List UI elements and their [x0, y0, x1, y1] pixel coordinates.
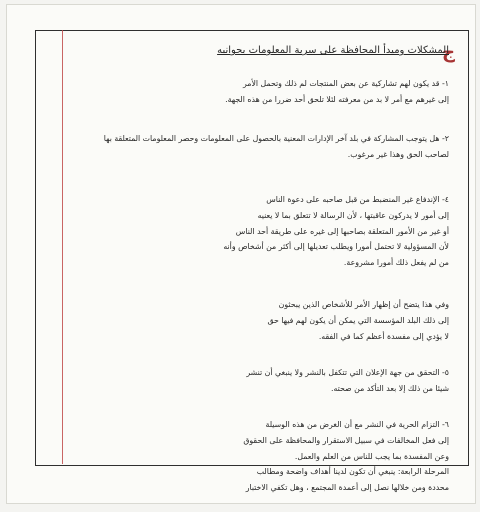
margin-rule — [62, 30, 63, 464]
paragraph-line: إلى فعل المخالفات في سبيل الاستقرار والمحافظة على الحقوق — [243, 435, 449, 445]
paragraph-line: لأن المسؤولية لا تحتمل أمورا ويطلب تعديلها إلى أكثر من أشخاص وأنه — [223, 242, 449, 252]
paragraph-line: ٢- هل يتوجب المشاركة في بلد آخر الإدارات المعنية بالحصول على المعلومات وحصر المعلومات المتعلقة بها — [103, 134, 449, 144]
paragraph-5 — [65, 365, 449, 396]
paragraph-line: ٤- الإندفاع غير المنضبط من قبل صاحبه على دعوة الناس — [266, 195, 449, 205]
document-body — [65, 42, 449, 512]
paragraph-line: أو غير من الأمور المتعلقة بصاحبها إلى غيره على طريقة أحد الناس — [235, 226, 449, 236]
paragraph-7 — [65, 464, 449, 495]
scanned-page — [6, 4, 476, 504]
paragraph-line: إلى أمور لا يدركون عاقبتها ، لأن الرسالة لا تتعلق بما لا يعنيه — [257, 210, 449, 220]
paragraph-3 — [65, 192, 449, 270]
paragraph-line: إلى ذلك البلد المؤسسة التي يمكن أن يكون لهم فيها حق — [267, 315, 449, 325]
paragraph-line: إلى غيرهم مع أمر لا بد من معرفته لئلا تلحق أحد ضررا من هذه الجهة. — [225, 94, 449, 104]
paragraph-line: ٥- التحقق من جهة الإعلان التي تتكفل بالنشر ولا ينبغي أن تنشر — [246, 368, 449, 378]
paragraph-line: لا يؤدي إلى مفسدة أعظم كما في الفقه. — [318, 331, 449, 341]
paragraph-line: ٦- التزام الحرية في النشر مع أن الغرض من هذه الوسيلة — [265, 420, 449, 430]
paragraph-line: من لم يفعل ذلك أمورا مشروعة. — [343, 257, 449, 267]
paragraph-line: لصاحب الحق وهذا غير مرغوب. — [347, 149, 449, 159]
paragraph-line: ١- قد يكون لهم تشاركية عن بعض المنتجات لم ذلك وتحمل الأمر — [242, 79, 449, 88]
paragraph-line: محددة ومن خلالها نصل إلى أعمدة المجتمع ، وهل تكفي الاختبار — [245, 482, 449, 492]
paragraph-4 — [65, 297, 449, 344]
paragraph-6 — [65, 417, 449, 464]
paragraph-line: وفي هذا يتضح أن إظهار الأمر للأشخاص الذين يبحثون — [278, 300, 449, 310]
paragraph-2 — [65, 131, 449, 162]
paragraph-1 — [65, 76, 449, 107]
paragraph-line: المرحلة الرابعة: ينبغي أن تكون لدينا أهداف واضحة ومطالب — [256, 467, 449, 477]
paragraph-line: شيئا من ذلك إلا بعد التأكد من صحته. — [331, 383, 449, 393]
paragraph-line: وعن المفسدة بما يجب للناس من العلم والعمل. — [294, 451, 449, 461]
page-mark: ج — [442, 42, 455, 63]
document-title: المشكلات وميدأ المحافظة على سرية المعلومات بجوانبه — [217, 45, 449, 56]
